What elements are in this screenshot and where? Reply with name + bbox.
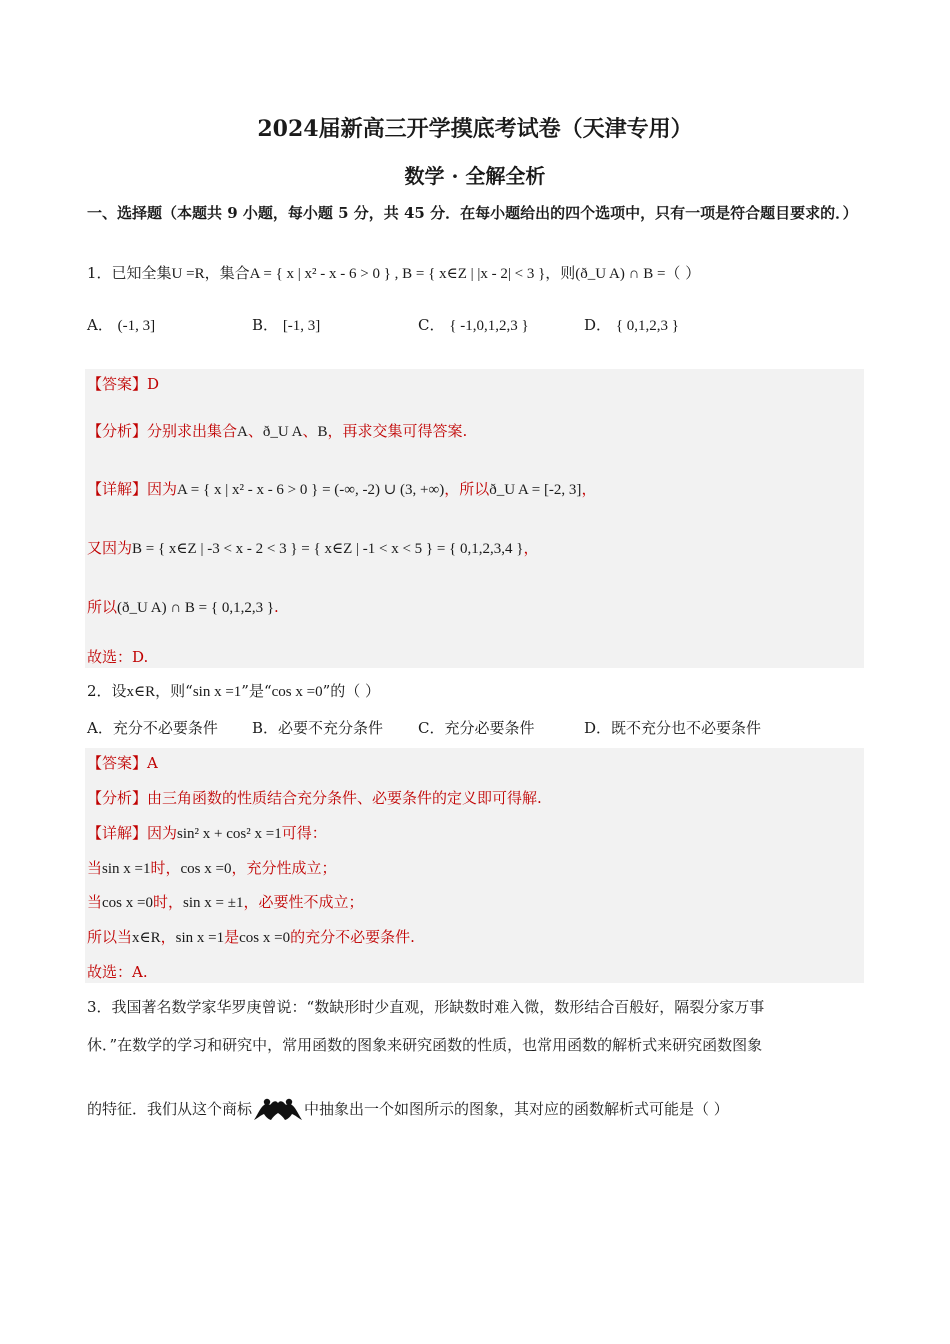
- q2-detail-line-2: 当sin x =1时，cos x =0，充分性成立；: [87, 859, 337, 877]
- q1-option-d: D． { 0,1,2,3 }: [584, 316, 679, 334]
- q2-detail-line-1: 【详解】因为sin² x + cos² x =1可得：: [87, 824, 327, 842]
- question-2-stem: 2．设x∈R，则“sin x =1”是“cos x =0”的（ ）: [87, 682, 381, 700]
- page-subtitle: 数学 · 全解全析: [404, 164, 546, 188]
- q2-option-c: C．充分必要条件: [418, 719, 535, 737]
- q2-analysis: 【分析】由三角函数的性质结合充分条件、必要条件的定义即可得解.: [87, 789, 542, 807]
- q1-solution-box: [85, 369, 864, 668]
- question-expression: (ð_U A) ∩ B =: [575, 266, 666, 282]
- q1-option-b: B． [-1, 3]: [252, 316, 321, 334]
- q1-detail-line-2: 又因为B = { x∈Z | -3 < x - 2 < 3 } = { x∈Z | -1 < x < 5 } = { 0,1,2,3,4 }，: [87, 539, 539, 557]
- q1-option-c: C． { -1,0,1,2,3 }: [418, 316, 529, 334]
- q2-answer: 【答案】A: [87, 754, 158, 772]
- q1-answer: 【答案】D: [87, 375, 160, 393]
- q2-option-d: D．既不充分也不必要条件: [584, 719, 762, 737]
- q1-option-a: A． (-1, 3]: [87, 316, 156, 334]
- q1-conclusion: 故选：D.: [87, 648, 149, 666]
- trademark-logo-icon: [252, 1096, 304, 1122]
- question-3-line-2: 休．”在数学的学习和研究中，常用函数的图象来研究函数的性质，也常用函数的解析式来研究函数图象: [87, 1036, 763, 1054]
- q2-option-a: A．充分不必要条件: [87, 719, 218, 737]
- universal-set: U =R: [171, 266, 205, 282]
- q2-detail-line-3: 当cos x =0时，sin x = ±1，必要性不成立；: [87, 893, 364, 911]
- page-title: 2024届新高三开学摸底考试卷（天津专用）: [257, 116, 693, 142]
- q1-analysis: 【分析】分别求出集合A、ð_U A、B，再求交集可得答案.: [87, 422, 468, 440]
- section-heading: 一、选择题（本题共 9 小题，每小题 5 分，共 45 分．在每小题给出的四个选项中，只有一项是符合题目要求的．）: [87, 204, 858, 222]
- q2-option-b: B．必要不充分条件: [252, 719, 384, 737]
- question-3-line-3: 的特征．我们从这个商标 中抽象出一个如图所示的图象，其对应的函数解析式可能是（ ）: [87, 1096, 729, 1122]
- question-1-stem: 1．已知全集U =R，集合A = { x | x² - x - 6 > 0 } , B = { x∈Z | |x - 2| < 3 }，则(ð_U A) ∩ B =（ ）: [87, 264, 701, 282]
- q1-detail-line-1: 【详解】因为A = { x | x² - x - 6 > 0 } = (-∞, -2) ∪ (3, +∞)，所以ð_U A = [-2, 3]，: [87, 480, 597, 498]
- q1-detail-line-3: 所以(ð_U A) ∩ B = { 0,1,2,3 }.: [87, 598, 279, 616]
- q2-conclusion: 故选：A.: [87, 963, 148, 981]
- question-3-line-1: 3．我国著名数学家华罗庚曾说：“数缺形时少直观，形缺数时难入微，数形结合百般好，隔裂分家万事: [87, 998, 765, 1016]
- set-definitions: A = { x | x² - x - 6 > 0 } , B = { x∈Z | |x - 2| < 3 }: [249, 266, 546, 282]
- q2-detail-line-4: 所以当x∈R，sin x =1是cos x =0的充分不必要条件.: [87, 928, 415, 946]
